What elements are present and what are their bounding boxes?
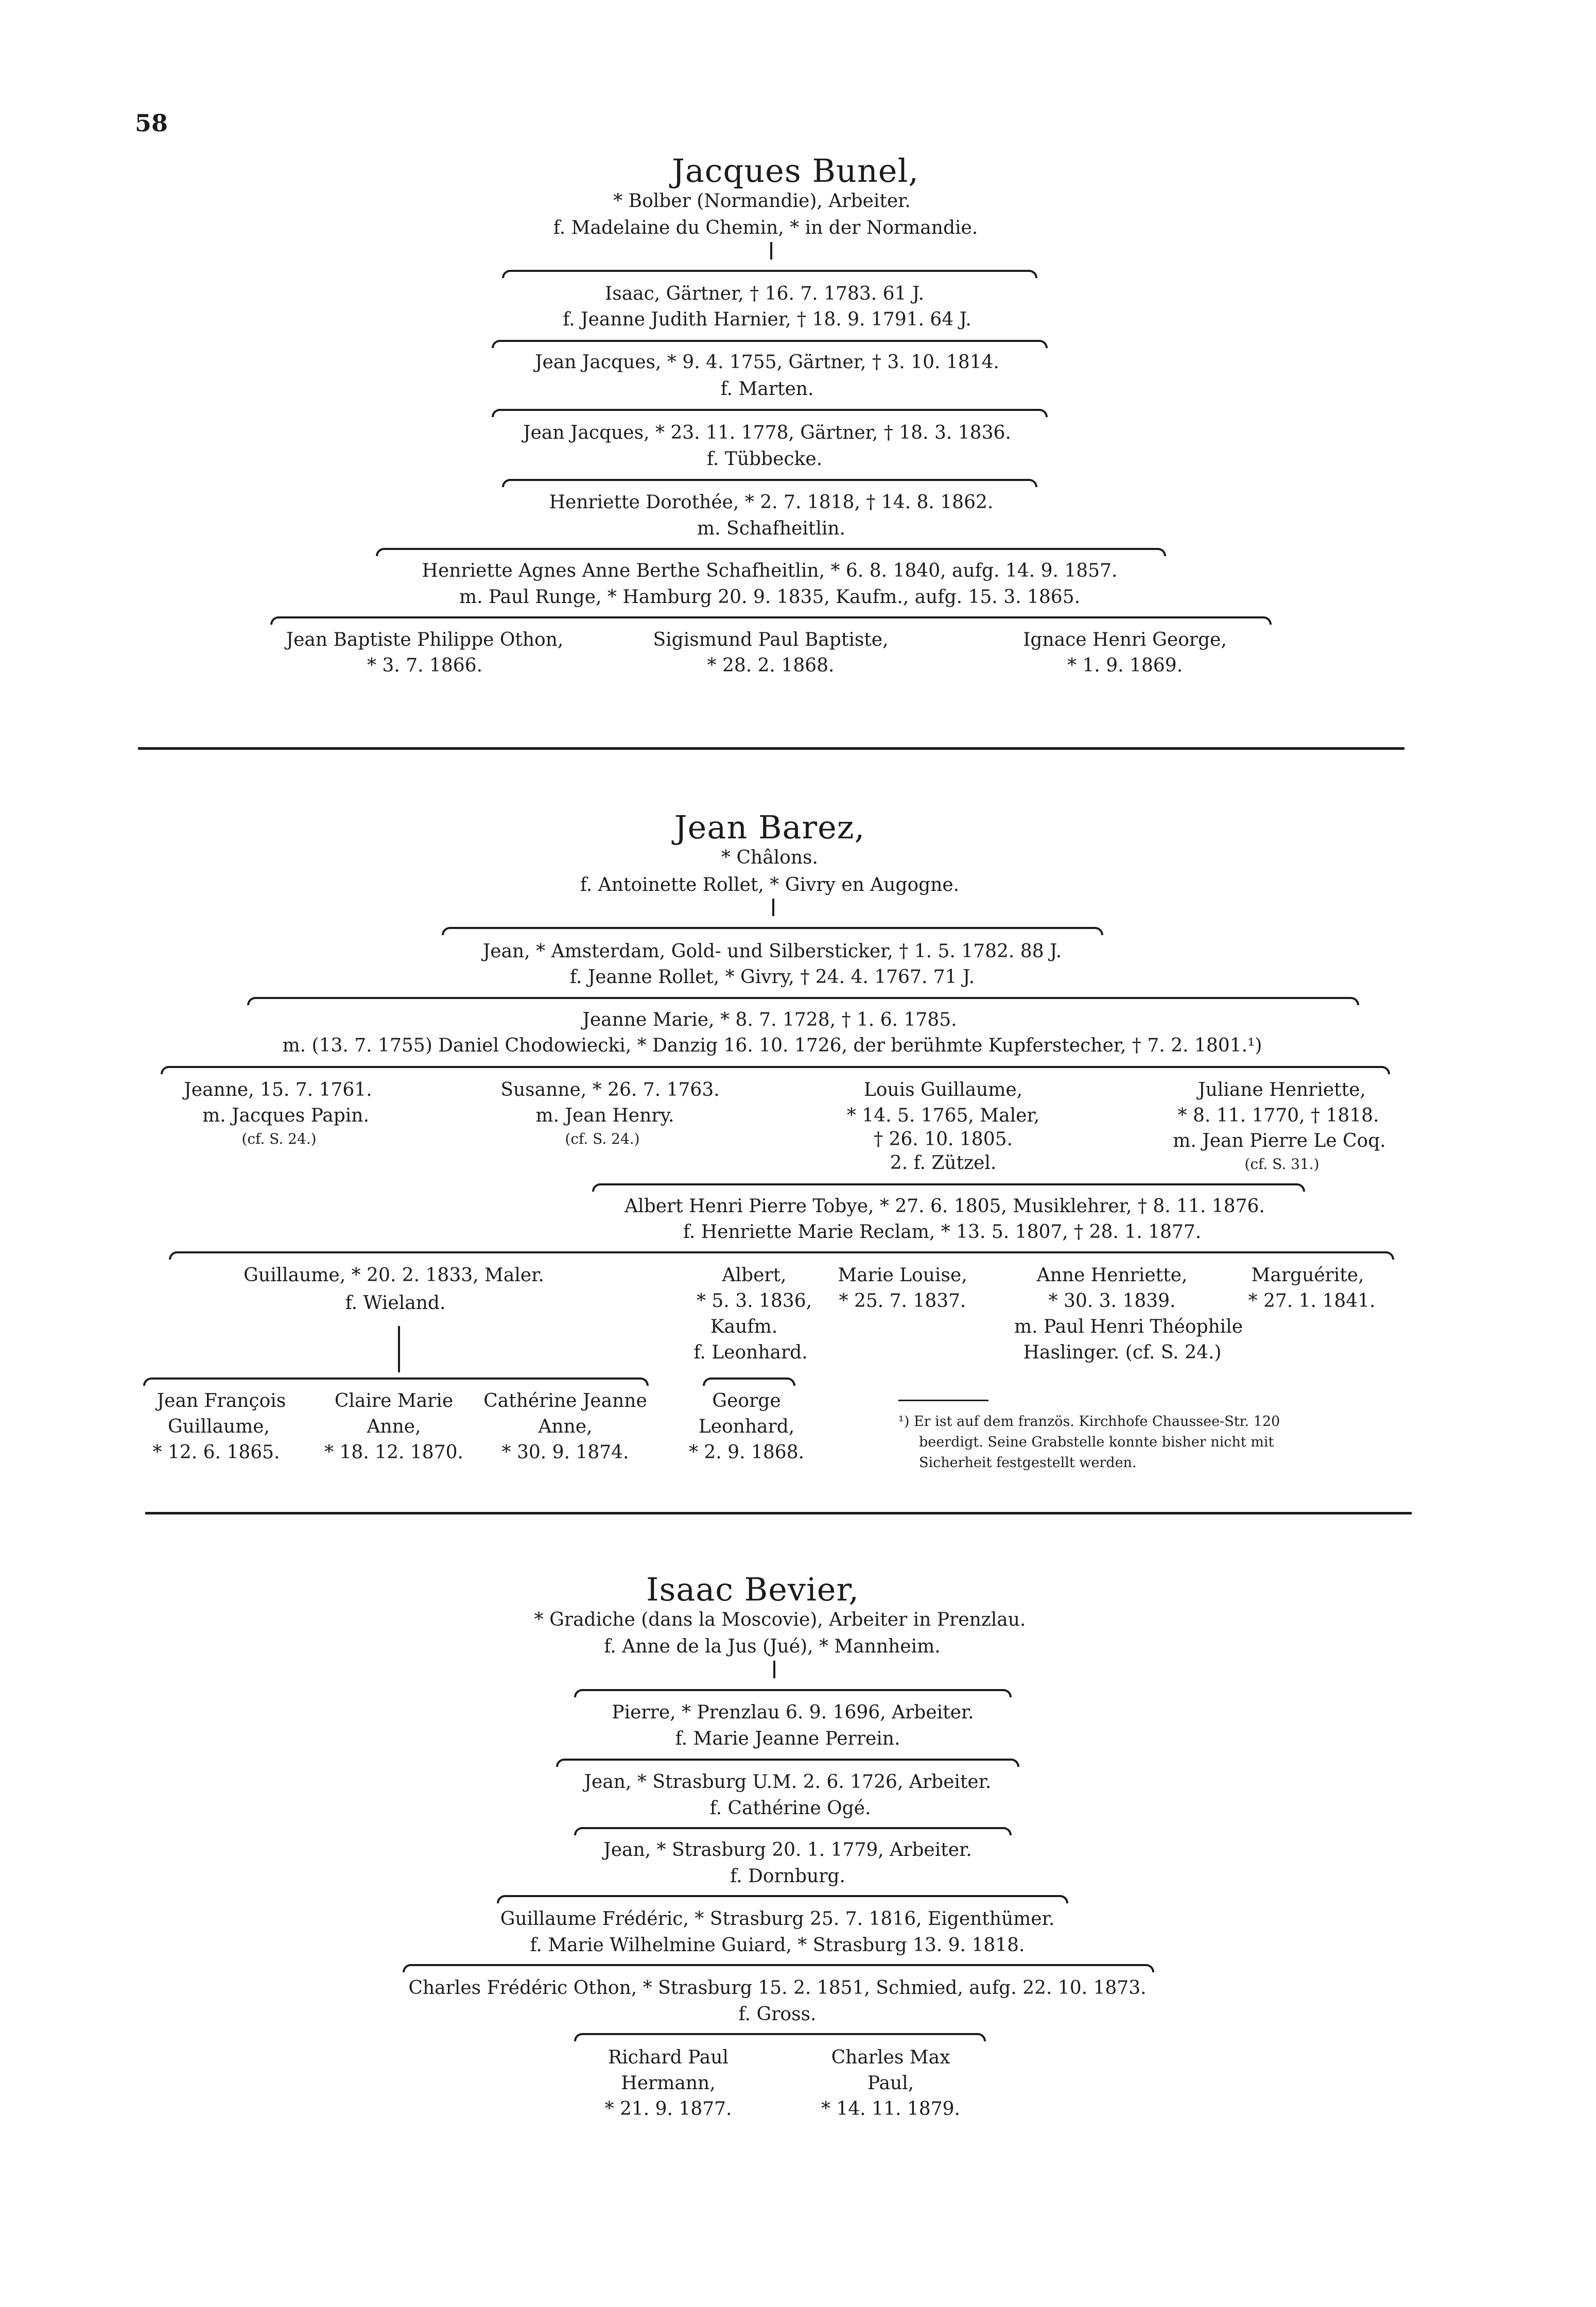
- generation-bracket: [592, 1183, 1305, 1192]
- origin-line: * Bolber (Normandie), Arbeiter.: [613, 191, 911, 212]
- albert-child-line-2: * 5. 3. 1836,: [696, 1290, 812, 1312]
- generation-2-line-2: m. (13. 7. 1755) Daniel Chodowiecki, * Danzig 16. 10. 1726, der berühmte Kupferstecher, † 7. 2. 1801.¹): [282, 1035, 1262, 1056]
- generation-bracket: [574, 2033, 986, 2041]
- child-4-line-2: * 8. 11. 1770, † 1818.: [1177, 1105, 1379, 1126]
- footnote-line-3: Sicherheit festgestellt werden.: [919, 1455, 1137, 1471]
- generation-3-line-2: f. Dornburg.: [730, 1866, 845, 1887]
- guillaume-line-2: f. Wieland.: [345, 1293, 446, 1314]
- generation-bracket: [703, 1378, 795, 1386]
- generation-bracket: [556, 1759, 1019, 1767]
- generation-bracket: [143, 1378, 649, 1386]
- spouse-line: f. Antoinette Rollet, * Givry en Augogne.: [580, 874, 960, 896]
- child-1-line-3: * 21. 9. 1877.: [604, 2098, 732, 2120]
- generation-2-line-2: f. Marten.: [720, 378, 814, 400]
- child-2-line-2: m. Jean Henry.: [535, 1105, 674, 1126]
- grandchild-2-line-3: * 18. 12. 1870.: [324, 1442, 463, 1463]
- generation-bracket: [492, 409, 1048, 417]
- generation-1-line-2: f. Marie Jeanne Perrein.: [675, 1728, 900, 1749]
- generation-2-line-2: f. Cathérine Ogé.: [709, 1798, 871, 1819]
- child-1-line-2: m. Jacques Papin.: [202, 1105, 369, 1126]
- albert-child-line-1: Albert,: [722, 1265, 787, 1286]
- child-1-line-1: Richard Paul: [608, 2047, 728, 2068]
- anne-henriette-line-1: Anne Henriette,: [1036, 1265, 1188, 1286]
- marguerite-line-2: * 27. 1. 1841.: [1248, 1290, 1376, 1312]
- generation-bracket: [492, 340, 1048, 348]
- generation-4-line-1: Henriette Dorothée, * 2. 7. 1818, † 14. 8. 1862.: [549, 492, 994, 513]
- child-3-line-4: 2. f. Zützel.: [890, 1152, 997, 1174]
- generation-bracket: [376, 548, 1166, 556]
- generation-1-line-2: f. Jeanne Judith Harnier, † 18. 9. 1791. 64 J.: [563, 309, 972, 330]
- generation-2-line-1: Jean, * Strasburg U.M. 2. 6. 1726, Arbeiter.: [584, 1771, 992, 1793]
- child-2-date: * 28. 2. 1868.: [707, 655, 835, 676]
- child-1-name: Jean Baptiste Philippe Othon,: [286, 629, 564, 650]
- generation-bracket: [574, 1827, 1012, 1835]
- anne-henriette-line-2: * 30. 3. 1839.: [1048, 1290, 1176, 1312]
- albert-line-2: f. Henriette Marie Reclam, * 13. 5. 1807, † 28. 1. 1877.: [683, 1221, 1202, 1243]
- grandchild-3-line-3: * 30. 9. 1874.: [501, 1442, 629, 1463]
- family-title: Jacques Bunel,: [671, 152, 920, 190]
- generation-bracket: [169, 1251, 1394, 1260]
- albert-child-line-4: f. Leonhard.: [693, 1342, 808, 1363]
- generation-5-line-2: f. Gross.: [738, 2004, 817, 2025]
- generation-bracket: [247, 997, 1359, 1005]
- connector-line: [773, 1661, 775, 1678]
- albert-child-line-3: Kaufm.: [710, 1316, 778, 1337]
- generation-4-line-2: m. Schafheitlin.: [697, 518, 845, 539]
- generation-1-line-2: f. Jeanne Rollet, * Givry, † 24. 4. 1767. 71 J.: [569, 967, 975, 988]
- child-2-line-3: * 14. 11. 1879.: [821, 2098, 960, 2120]
- child-4-line-1: Juliane Henriette,: [1198, 1079, 1366, 1100]
- family-title: Isaac Bevier,: [646, 1571, 860, 1608]
- grandchild-1-line-1: Jean François: [157, 1390, 286, 1411]
- origin-line: * Châlons.: [721, 847, 818, 868]
- child-3-date: * 1. 9. 1869.: [1067, 655, 1183, 676]
- anne-henriette-line-3: m. Paul Henri Théophile: [1014, 1316, 1243, 1337]
- generation-bracket: [442, 927, 1103, 935]
- marie-louise-line-1: Marie Louise,: [838, 1265, 967, 1286]
- footnote-line-1: ¹) Er ist auf dem französ. Kirchhofe Chaussee-Str. 120: [898, 1414, 1280, 1430]
- connector-line: [772, 899, 774, 916]
- generation-2-line-1: Jean Jacques, * 9. 4. 1755, Gärtner, † 3. 10. 1814.: [535, 352, 999, 373]
- generation-bracket: [270, 616, 1272, 625]
- generation-bracket: [161, 1066, 1390, 1074]
- albert-line-1: Albert Henri Pierre Tobye, * 27. 6. 1805, Musiklehrer, † 8. 11. 1876.: [624, 1196, 1265, 1217]
- generation-3-line-1: Jean, * Strasburg 20. 1. 1779, Arbeiter.: [603, 1839, 972, 1861]
- anne-henriette-line-4: Haslinger. (cf. S. 24.): [1023, 1342, 1222, 1363]
- section-divider: [145, 1512, 1412, 1514]
- grandchild-2-line-1: Claire Marie: [334, 1390, 454, 1411]
- child-2-line-1: Charles Max: [831, 2047, 950, 2068]
- child-4-line-3: m. Jean Pierre Le Coq.: [1173, 1130, 1386, 1151]
- george-line-3: * 2. 9. 1868.: [688, 1442, 805, 1463]
- generation-bracket: [497, 1895, 1068, 1903]
- generation-5-line-1: Charles Frédéric Othon, * Strasburg 15. 2. 1851, Schmied, aufg. 22. 10. 1873.: [408, 1977, 1147, 1999]
- connector-line: [770, 242, 772, 260]
- child-3-line-2: * 14. 5. 1765, Maler,: [846, 1105, 1040, 1126]
- george-line-1: George: [712, 1390, 781, 1411]
- guillaume-line-1: Guillaume, * 20. 2. 1833, Maler.: [244, 1265, 544, 1286]
- spouse-line: f. Anne de la Jus (Jué), * Mannheim.: [604, 1636, 941, 1657]
- child-2-line-1: Susanne, * 26. 7. 1763.: [500, 1079, 720, 1100]
- grandchild-1-line-3: * 12. 6. 1865.: [152, 1442, 280, 1463]
- origin-line: * Gradiche (dans la Moscovie), Arbeiter in Prenzlau.: [534, 1609, 1026, 1630]
- grandchild-3-line-2: Anne,: [538, 1416, 593, 1437]
- generation-1-line-1: Isaac, Gärtner, † 16. 7. 1783. 61 J.: [605, 283, 924, 304]
- generation-1-line-1: Jean, * Amsterdam, Gold- und Silbersticker, † 1. 5. 1782. 88 J.: [482, 941, 1062, 962]
- generation-3-line-2: f. Tübbecke.: [706, 449, 823, 470]
- footnote-rule: [898, 1400, 988, 1401]
- grandchild-3-line-1: Cathérine Jeanne: [483, 1390, 647, 1411]
- connector-line: [398, 1326, 400, 1372]
- family-title: Jean Barez,: [674, 808, 865, 846]
- page-number: 58: [135, 109, 168, 137]
- child-2-line-2: Paul,: [867, 2073, 914, 2094]
- section-divider: [138, 747, 1404, 750]
- generation-5-line-2: m. Paul Runge, * Hamburg 20. 9. 1835, Kaufm., aufg. 15. 3. 1865.: [459, 587, 1081, 608]
- child-1-date: * 3. 7. 1866.: [367, 655, 483, 676]
- generation-bracket: [403, 1964, 1154, 1972]
- generation-1-line-1: Pierre, * Prenzlau 6. 9. 1696, Arbeiter.: [612, 1702, 974, 1723]
- spouse-line: f. Madelaine du Chemin, * in der Normandie.: [553, 217, 978, 238]
- child-1-line-2: Hermann,: [621, 2073, 716, 2094]
- child-3-line-3: † 26. 10. 1805.: [874, 1129, 1013, 1150]
- generation-5-line-1: Henriette Agnes Anne Berthe Schafheitlin, * 6. 8. 1840, aufg. 14. 9. 1857.: [422, 560, 1118, 581]
- generation-3-line-1: Jean Jacques, * 23. 11. 1778, Gärtner, † 18. 3. 1836.: [523, 422, 1011, 443]
- generation-4-line-1: Guillaume Frédéric, * Strasburg 25. 7. 1816, Eigenthümer.: [500, 1908, 1055, 1930]
- generation-bracket: [574, 1689, 1012, 1697]
- marguerite-line-1: Marguérite,: [1251, 1265, 1364, 1286]
- george-line-2: Leonhard,: [698, 1416, 795, 1437]
- child-2-name: Sigismund Paul Baptiste,: [653, 629, 889, 650]
- generation-4-line-2: f. Marie Wilhelmine Guiard, * Strasburg 13. 9. 1818.: [530, 1935, 1025, 1956]
- child-1-line-1: Jeanne, 15. 7. 1761.: [184, 1079, 372, 1100]
- grandchild-1-line-2: Guillaume,: [167, 1416, 270, 1437]
- child-2-reference: (cf. S. 24.): [565, 1130, 640, 1147]
- child-1-reference: (cf. S. 24.): [241, 1130, 317, 1147]
- child-4-reference: (cf. S. 31.): [1244, 1156, 1320, 1173]
- child-3-line-1: Louis Guillaume,: [863, 1079, 1023, 1100]
- marie-louise-line-2: * 25. 7. 1837.: [839, 1290, 966, 1312]
- generation-2-line-1: Jeanne Marie, * 8. 7. 1728, † 1. 6. 1785.: [582, 1009, 957, 1030]
- child-3-name: Ignace Henri George,: [1023, 629, 1227, 650]
- generation-bracket: [502, 270, 1037, 278]
- generation-bracket: [502, 479, 1037, 487]
- footnote-line-2: beerdigt. Seine Grabstelle konnte bisher nicht mit: [919, 1434, 1274, 1450]
- grandchild-2-line-2: Anne,: [367, 1416, 421, 1437]
